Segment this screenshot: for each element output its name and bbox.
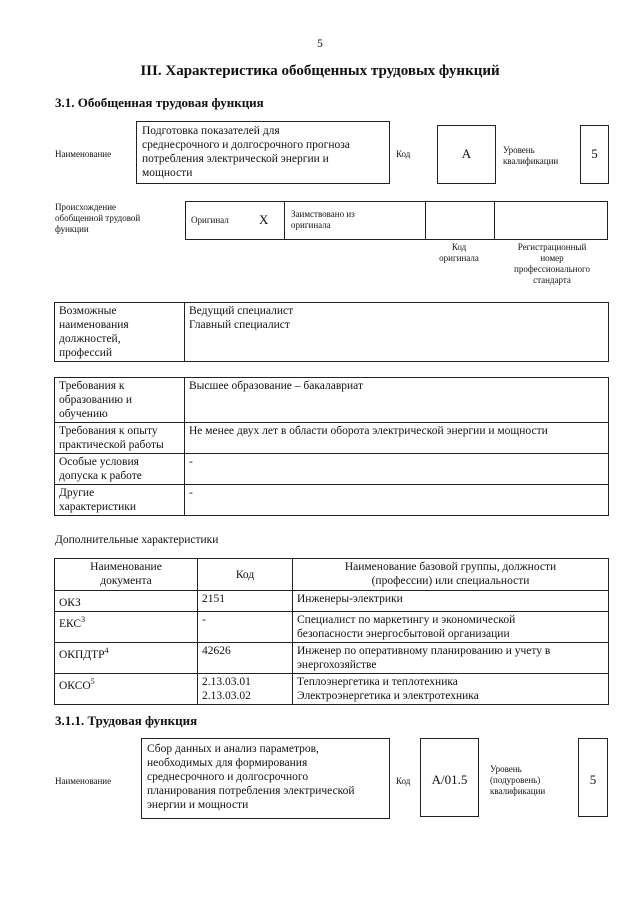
page-number: 5: [317, 38, 323, 50]
gtf-reg-number-caption: Регистрационный номер профессионального стандарта: [514, 242, 590, 285]
code-cell: 2.13.03.01 2.13.03.02: [198, 673, 293, 704]
requirement-value: -: [185, 485, 609, 516]
requirement-label: Требования к опыту практической работы: [55, 423, 185, 454]
gtf-orig-code-caption: Код оригинала: [439, 242, 479, 263]
gtf-name-box: Подготовка показателей для среднесрочного и долгосрочного прогноза потребления электрической энергии и мощности: [136, 121, 390, 184]
additional-header-row: [55, 559, 609, 591]
requirement-row: [55, 454, 609, 485]
section-title: III. Характеристика обобщенных трудовых функций: [140, 63, 500, 79]
gtf-heading: 3.1. Обобщенная трудовая функция: [55, 95, 264, 110]
positions-table: [54, 302, 609, 362]
tf-level-label: Уровень (подуровень) квалификации: [490, 764, 546, 796]
gtf-code-box: А: [437, 125, 496, 184]
code-cell: -: [198, 611, 293, 642]
requirement-label: Другие характеристики: [55, 485, 185, 516]
tf-heading: 3.1.1. Трудовая функция: [55, 713, 198, 728]
doc-cell: ЕКС$^3$: [55, 611, 198, 642]
doc-cell: ОКПДТР$^4$: [55, 642, 198, 673]
positions-label: Возможные наименования должностей, профессий: [55, 303, 185, 362]
requirement-value: -: [185, 454, 609, 485]
gtf-level-label: Уровень квалификации: [503, 145, 559, 166]
requirement-value: Не менее двух лет в области оборота электрической энергии и мощности: [185, 423, 609, 454]
tf-name-label: Наименование: [55, 776, 112, 786]
requirement-value: Высшее образование – бакалавриат: [185, 378, 609, 423]
additional-table: [54, 558, 609, 705]
requirement-row: [55, 485, 609, 516]
name-cell: Специалист по маркетингу и экономической безопасности энергосбытовой организации: [293, 611, 609, 642]
name-cell: Инженер по оперативному планированию и учету в энергохозяйстве: [293, 642, 609, 673]
name-cell: Теплоэнергетика и теплотехника Электроэнергетика и электротехника: [293, 673, 609, 704]
gtf-origin-label: Происхождение обобщенной трудовой функции: [55, 202, 141, 234]
requirements-table: [54, 377, 609, 516]
header-document: Наименование документа: [55, 559, 198, 591]
gtf-code-label: Код: [396, 149, 411, 159]
gtf-original-label: Оригинал: [191, 215, 229, 225]
requirement-row: [55, 378, 609, 423]
requirement-label: Требования к образованию и обучению: [55, 378, 185, 423]
additional-heading: Дополнительные характеристики: [55, 534, 219, 546]
gtf-level-box: 5: [580, 125, 609, 184]
tf-code-label: Код: [396, 776, 411, 786]
code-cell: 42626: [198, 642, 293, 673]
table-row: [55, 642, 609, 673]
requirement-label: Особые условия допуска к работе: [55, 454, 185, 485]
tf-name-box: Сбор данных и анализ параметров, необходимых для формирования среднесрочного и долгосрочного планирования потребления электрической энергии и мощности: [141, 738, 390, 819]
header-name: Наименование базовой группы, должности (профессии) или специальности: [293, 559, 609, 591]
name-cell: Инженеры-электрики: [293, 591, 609, 612]
doc-cell: ОКСО$^5$: [55, 673, 198, 704]
gtf-origin-box: [185, 201, 608, 240]
requirement-row: [55, 423, 609, 454]
gtf-borrowed-label: Заимствовано из оригинала: [291, 209, 355, 230]
table-row: [55, 591, 609, 612]
gtf-original-mark: X: [259, 212, 269, 227]
header-code: Код: [198, 559, 293, 591]
tf-level-box: 5: [578, 738, 608, 817]
code-cell: 2151: [198, 591, 293, 612]
gtf-name-label: Наименование: [55, 149, 112, 159]
tf-code-box: А/01.5: [420, 738, 479, 817]
table-row: [55, 673, 609, 704]
positions-value: Ведущий специалист Главный специалист: [185, 303, 609, 362]
table-row: [55, 611, 609, 642]
doc-cell: ОКЗ: [55, 591, 198, 612]
